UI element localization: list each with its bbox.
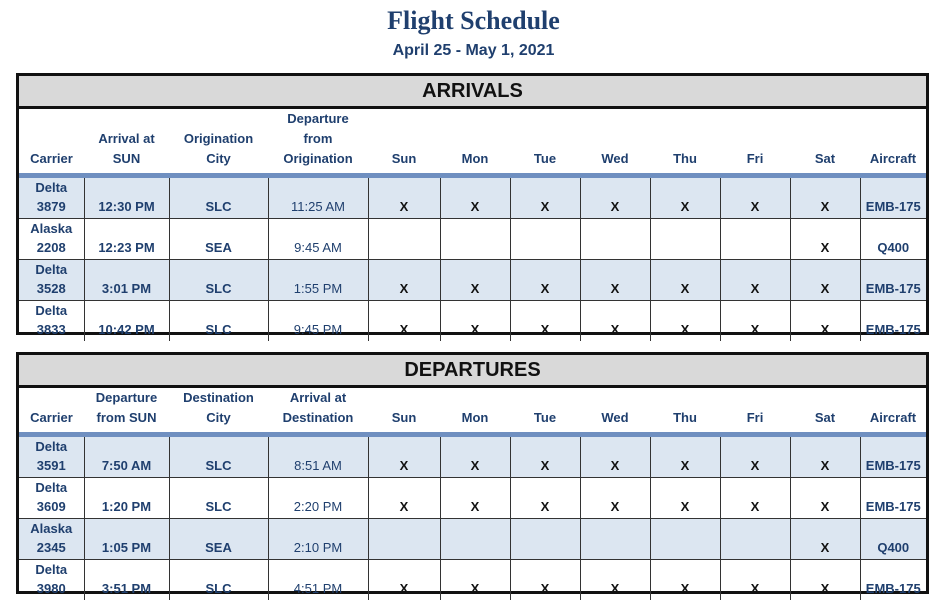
day-mark-cell xyxy=(368,519,440,560)
day-mark-cell: X xyxy=(790,176,860,219)
column-header-line: City xyxy=(206,410,231,425)
flight-row xyxy=(19,219,926,260)
other-time-cell: 1:55 PM xyxy=(268,260,368,301)
column-header xyxy=(580,109,650,176)
day-mark-cell: X xyxy=(580,478,650,519)
day-mark-cell: X xyxy=(368,301,440,342)
carrier-name: Alaska xyxy=(30,221,73,236)
day-mark-cell: X xyxy=(720,435,790,478)
column-header xyxy=(19,109,84,176)
column-header-line: Fri xyxy=(746,410,764,425)
day-mark-cell xyxy=(650,219,720,260)
flight-number: 3591 xyxy=(36,458,66,473)
column-header-line: Aircraft xyxy=(869,151,917,166)
day-mark-cell: X xyxy=(510,260,580,301)
day-mark-cell xyxy=(720,219,790,260)
column-header-line: Mon xyxy=(461,151,489,166)
date-range-subtitle: April 25 - May 1, 2021 xyxy=(392,42,555,59)
sun-time-cell: 1:05 PM xyxy=(84,519,169,560)
day-mark-cell: X xyxy=(440,435,510,478)
carrier-cell xyxy=(19,435,84,478)
carrier-name: Delta xyxy=(35,439,68,454)
column-header-line: Sun xyxy=(391,151,417,166)
aircraft-cell: EMB-175 xyxy=(860,176,926,219)
day-mark-cell: X xyxy=(580,176,650,219)
column-header-line: Departure xyxy=(95,390,158,405)
day-mark-cell: X xyxy=(790,435,860,478)
column-header-line: Departure xyxy=(287,111,349,126)
column-header-line: Wed xyxy=(601,410,629,425)
flight-number: 3833 xyxy=(36,322,66,337)
day-mark-cell: X xyxy=(510,560,580,601)
other-time-cell: 4:51 PM xyxy=(268,560,368,601)
column-header-line: SUN xyxy=(112,151,141,166)
column-header xyxy=(650,109,720,176)
column-header-line: Tue xyxy=(533,410,557,425)
flight-row xyxy=(19,519,926,560)
carrier-cell xyxy=(19,519,84,560)
arrivals-banner: ARRIVALS xyxy=(19,76,926,109)
aircraft-cell: EMB-175 xyxy=(860,478,926,519)
column-header xyxy=(860,109,926,176)
column-header-line: Wed xyxy=(601,151,629,166)
other-time-cell: 2:10 PM xyxy=(268,519,368,560)
aircraft-cell: EMB-175 xyxy=(860,560,926,601)
aircraft-cell: EMB-175 xyxy=(860,260,926,301)
column-header-line: Sun xyxy=(391,410,417,425)
carrier-name: Delta xyxy=(35,180,68,195)
day-mark-cell: X xyxy=(510,435,580,478)
day-mark-cell xyxy=(580,219,650,260)
day-mark-cell: X xyxy=(440,560,510,601)
departures-banner: DEPARTURES xyxy=(19,355,926,388)
day-mark-cell: X xyxy=(510,478,580,519)
column-header xyxy=(790,109,860,176)
column-header-line: Thu xyxy=(673,151,697,166)
column-header-line: Mon xyxy=(461,410,489,425)
column-header-line: Aircraft xyxy=(869,410,917,425)
day-mark-cell: X xyxy=(650,478,720,519)
other-time-cell: 9:45 AM xyxy=(268,219,368,260)
city-cell: SEA xyxy=(169,519,268,560)
day-mark-cell: X xyxy=(720,176,790,219)
column-header-line: Sat xyxy=(814,151,836,166)
column-header xyxy=(510,388,580,435)
day-mark-cell: X xyxy=(790,560,860,601)
flight-number: 3980 xyxy=(36,581,66,596)
day-mark-cell: X xyxy=(510,176,580,219)
column-header-line: Tue xyxy=(533,151,557,166)
day-mark-cell: X xyxy=(368,435,440,478)
day-mark-cell xyxy=(510,519,580,560)
column-header xyxy=(19,388,84,435)
sun-time-cell: 3:51 PM xyxy=(84,560,169,601)
carrier-cell xyxy=(19,560,84,601)
column-header xyxy=(169,109,268,176)
other-time-cell: 9:45 PM xyxy=(268,301,368,342)
column-header xyxy=(510,109,580,176)
day-mark-cell: X xyxy=(720,478,790,519)
sun-time-cell: 1:20 PM xyxy=(84,478,169,519)
carrier-cell xyxy=(19,260,84,301)
carrier-name: Delta xyxy=(35,262,68,277)
column-header xyxy=(580,388,650,435)
flight-number: 2345 xyxy=(36,540,66,555)
day-mark-cell: X xyxy=(650,560,720,601)
column-header xyxy=(790,388,860,435)
day-mark-cell: X xyxy=(790,260,860,301)
day-mark-cell: X xyxy=(368,478,440,519)
day-mark-cell xyxy=(368,219,440,260)
day-mark-cell xyxy=(720,519,790,560)
column-header-line: Carrier xyxy=(30,151,73,166)
aircraft-cell: Q400 xyxy=(860,219,926,260)
day-mark-cell: X xyxy=(368,560,440,601)
aircraft-cell: Q400 xyxy=(860,519,926,560)
column-header-line: Thu xyxy=(673,410,697,425)
column-header xyxy=(720,109,790,176)
flight-row xyxy=(19,478,926,519)
carrier-cell xyxy=(19,478,84,519)
day-mark-cell: X xyxy=(440,260,510,301)
city-cell: SLC xyxy=(169,301,268,342)
other-time-cell: 2:20 PM xyxy=(268,478,368,519)
sun-time-cell: 7:50 AM xyxy=(84,435,169,478)
other-time-cell: 8:51 AM xyxy=(268,435,368,478)
flight-number: 3609 xyxy=(36,499,66,514)
day-mark-cell xyxy=(580,519,650,560)
column-header xyxy=(268,109,368,176)
day-mark-cell: X xyxy=(650,435,720,478)
day-mark-cell: X xyxy=(580,435,650,478)
day-mark-cell: X xyxy=(790,478,860,519)
column-header xyxy=(169,388,268,435)
flight-number: 3528 xyxy=(36,281,66,296)
column-header xyxy=(650,388,720,435)
column-header xyxy=(84,388,169,435)
column-header-line: City xyxy=(206,151,231,166)
column-header-line: Origination xyxy=(283,151,353,166)
aircraft-cell: EMB-175 xyxy=(860,301,926,342)
other-time-cell: 11:25 AM xyxy=(268,176,368,219)
day-mark-cell: X xyxy=(720,260,790,301)
city-cell: SLC xyxy=(169,478,268,519)
column-header xyxy=(268,388,368,435)
flight-number: 3879 xyxy=(36,199,66,214)
column-header-line: Origination xyxy=(183,131,254,146)
day-mark-cell: X xyxy=(790,519,860,560)
sun-time-cell: 12:23 PM xyxy=(84,219,169,260)
day-mark-cell: X xyxy=(580,301,650,342)
carrier-name: Delta xyxy=(35,480,68,495)
sun-time-cell: 3:01 PM xyxy=(84,260,169,301)
day-mark-cell: X xyxy=(650,260,720,301)
day-mark-cell: X xyxy=(650,176,720,219)
column-header-line: from xyxy=(303,131,333,146)
flight-row xyxy=(19,176,926,219)
day-mark-cell: X xyxy=(440,176,510,219)
column-header-line: Destination xyxy=(282,410,354,425)
city-cell: SLC xyxy=(169,435,268,478)
aircraft-cell: EMB-175 xyxy=(860,435,926,478)
column-header-line: Destination xyxy=(183,390,254,405)
city-cell: SLC xyxy=(169,176,268,219)
day-mark-cell: X xyxy=(580,260,650,301)
column-header xyxy=(84,109,169,176)
day-mark-cell: X xyxy=(720,301,790,342)
column-header xyxy=(720,388,790,435)
flight-row xyxy=(19,560,926,601)
column-header xyxy=(440,388,510,435)
day-mark-cell: X xyxy=(580,560,650,601)
column-header-line: Carrier xyxy=(30,410,73,425)
day-mark-cell xyxy=(650,519,720,560)
day-mark-cell: X xyxy=(790,301,860,342)
day-mark-cell: X xyxy=(440,478,510,519)
column-header-line: from SUN xyxy=(96,410,157,425)
column-header-line: Fri xyxy=(746,151,764,166)
day-mark-cell xyxy=(440,219,510,260)
flight-number: 2208 xyxy=(36,240,66,255)
day-mark-cell xyxy=(510,219,580,260)
arrivals-table xyxy=(16,73,929,335)
flight-row xyxy=(19,435,926,478)
carrier-name: Delta xyxy=(35,303,68,318)
day-mark-cell: X xyxy=(720,560,790,601)
column-header-line: Arrival at xyxy=(98,131,155,146)
column-header xyxy=(860,388,926,435)
day-mark-cell: X xyxy=(790,219,860,260)
carrier-cell xyxy=(19,301,84,342)
carrier-cell xyxy=(19,219,84,260)
day-mark-cell: X xyxy=(510,301,580,342)
sun-time-cell: 12:30 PM xyxy=(84,176,169,219)
city-cell: SEA xyxy=(169,219,268,260)
flight-row xyxy=(19,301,926,342)
city-cell: SLC xyxy=(169,260,268,301)
column-header xyxy=(368,388,440,435)
day-mark-cell: X xyxy=(440,301,510,342)
departures-table xyxy=(16,352,929,594)
day-mark-cell: X xyxy=(368,176,440,219)
day-mark-cell: X xyxy=(650,301,720,342)
sun-time-cell: 10:42 PM xyxy=(84,301,169,342)
flight-row xyxy=(19,260,926,301)
column-header-line: Arrival at xyxy=(289,390,347,405)
carrier-name: Alaska xyxy=(30,521,73,536)
day-mark-cell: X xyxy=(368,260,440,301)
carrier-name: Delta xyxy=(35,562,68,577)
city-cell: SLC xyxy=(169,560,268,601)
column-header xyxy=(368,109,440,176)
carrier-cell xyxy=(19,176,84,219)
column-header-line: Sat xyxy=(814,410,836,425)
page-title: Flight Schedule xyxy=(387,6,560,35)
column-header xyxy=(440,109,510,176)
day-mark-cell xyxy=(440,519,510,560)
